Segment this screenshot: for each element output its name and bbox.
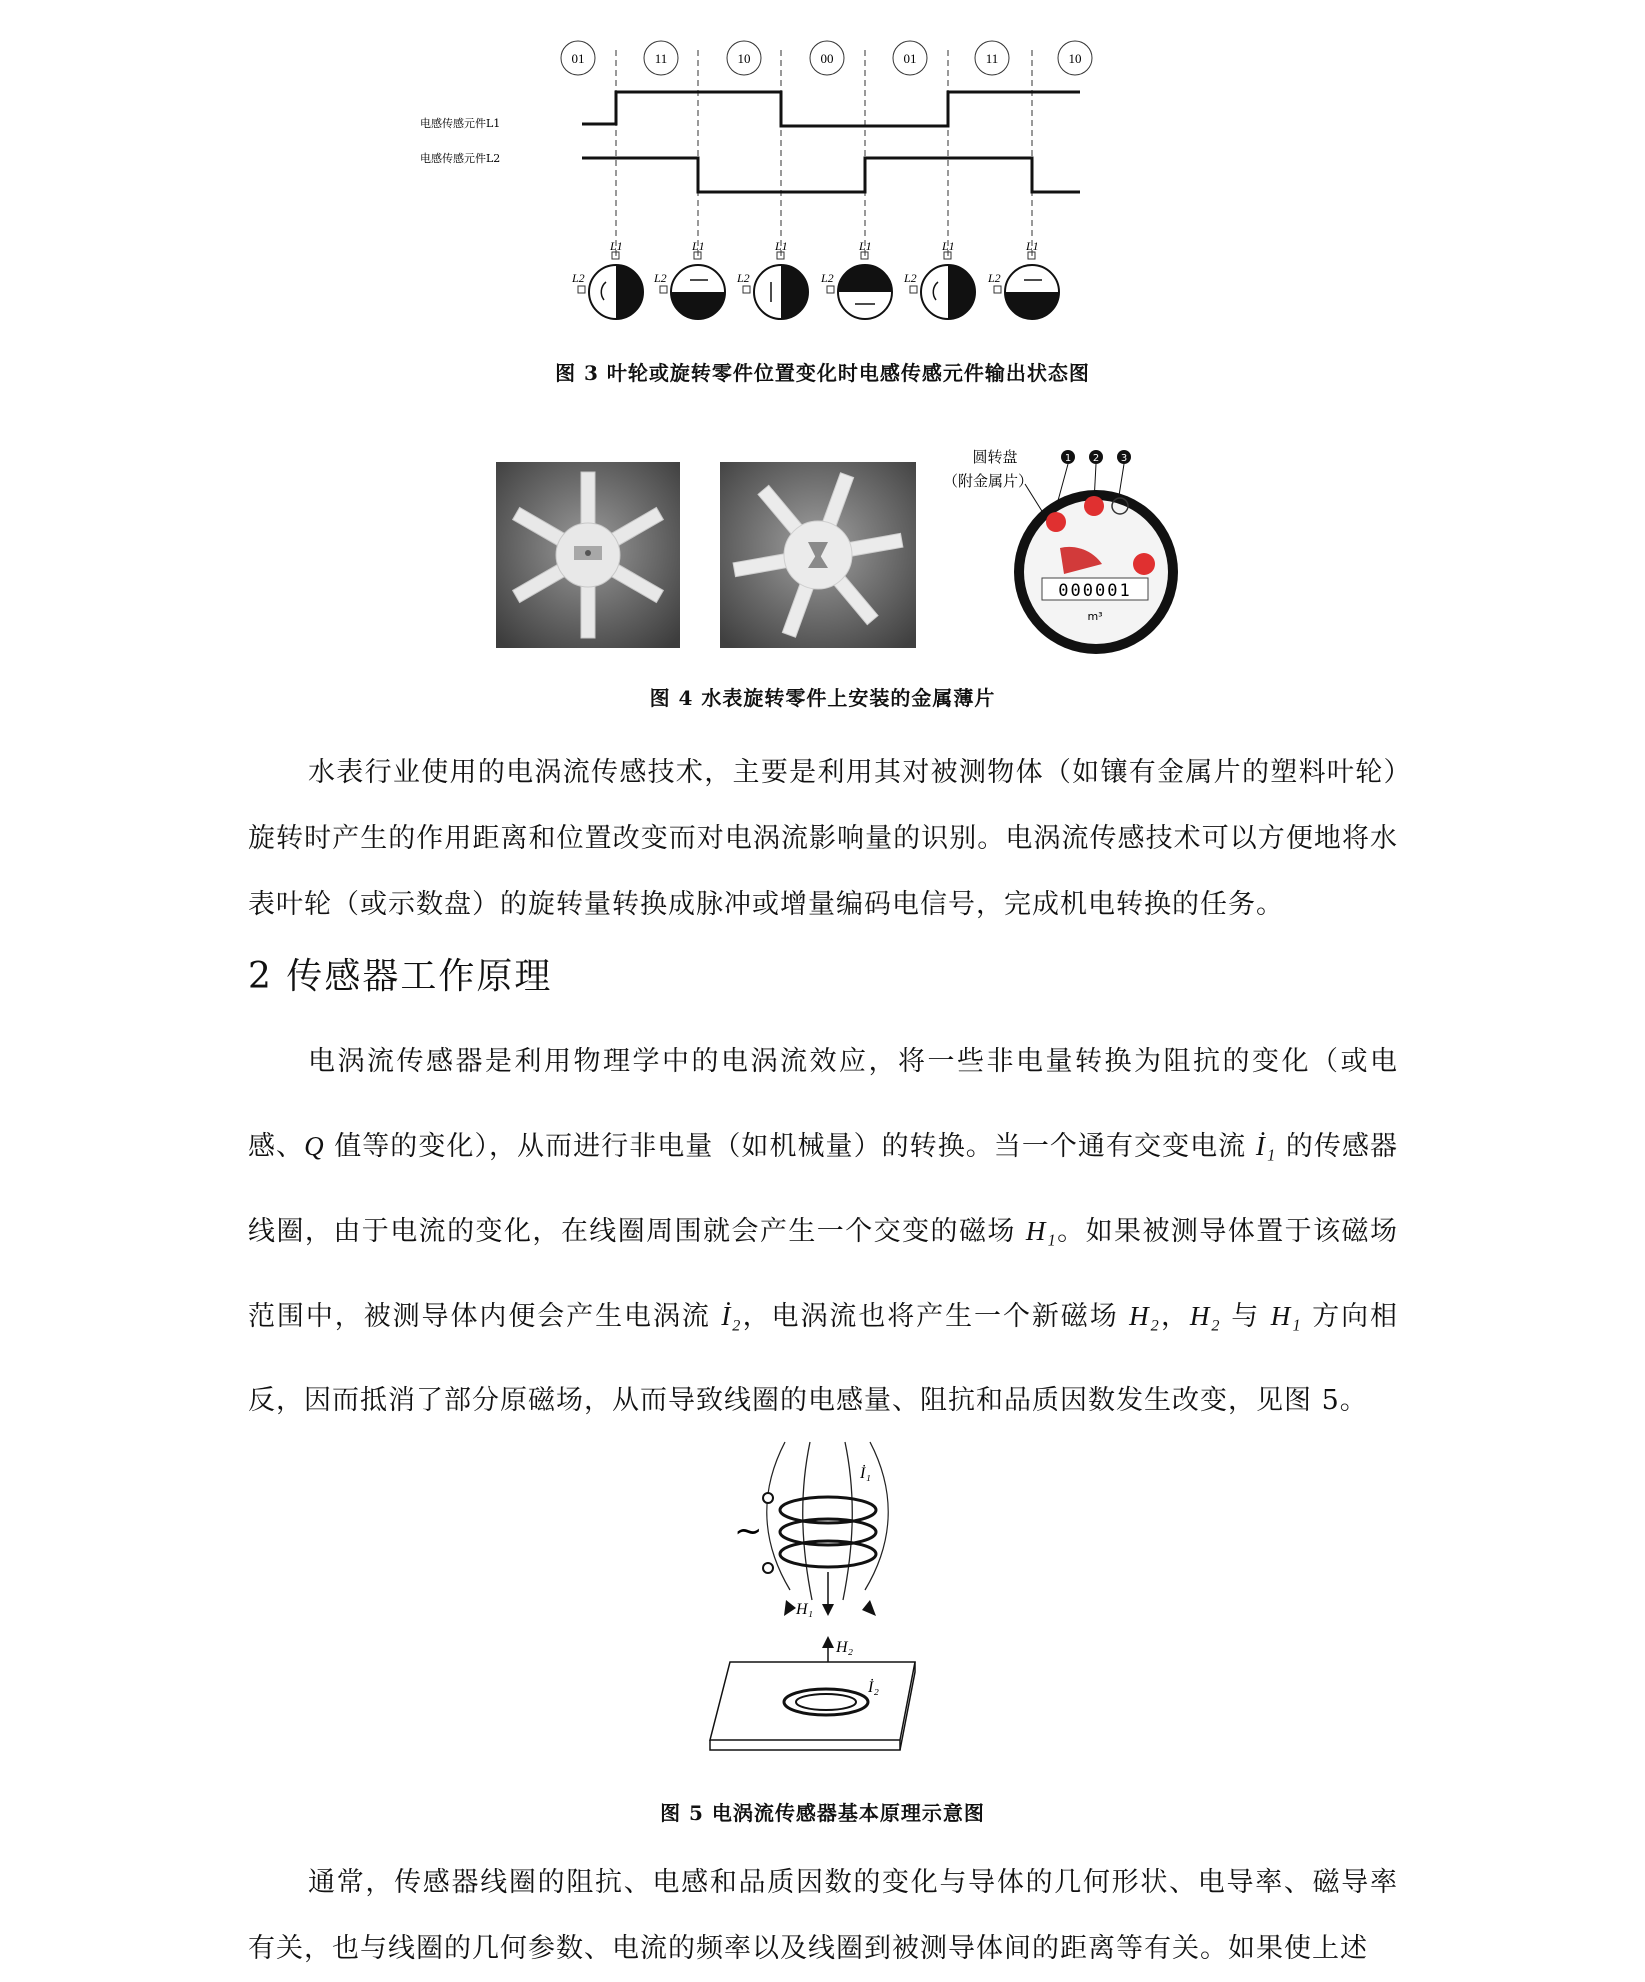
svg-text:L2: L2 bbox=[572, 271, 585, 285]
paragraph-1: 水表行业使用的电涡流传感技术，主要是利用其对被测物体（如镶有金属片的塑料叶轮）旋转时产生的作用距离和位置改变而对电涡流影响量的识别。电涡流传感技术可以方便地将水表叶轮（或示数盘）的旋转量转换成脉冲或增量编码电信号，完成机电转换的任务。 bbox=[248, 757, 1398, 920]
svg-text:10: 10 bbox=[1068, 51, 1082, 66]
svg-text:3: 3 bbox=[1120, 453, 1128, 464]
state-circle bbox=[810, 41, 844, 75]
svg-text:L2: L2 bbox=[904, 271, 917, 285]
paragraph-3: 通常，传感器线圈的阻抗、电感和品质因数的变化与导体的几何形状、电导率、磁导率有关，也与线圈的几何参数、电流的频率以及线圈到被测导体间的距离等有关。如果使上述 bbox=[248, 1867, 1398, 1964]
rotor-icon bbox=[571, 239, 643, 319]
state-circles bbox=[561, 41, 1092, 75]
svg-text:L1: L1 bbox=[942, 239, 955, 253]
rotor-icon bbox=[736, 239, 808, 319]
svg-text:L2: L2 bbox=[654, 271, 667, 285]
disc-annotation-line1: 圆转盘 bbox=[972, 448, 1018, 466]
state-circle bbox=[727, 41, 761, 75]
state-circle bbox=[1058, 41, 1092, 75]
svg-text:L2: L2 bbox=[988, 271, 1001, 285]
svg-text:L2: L2 bbox=[821, 271, 834, 285]
svg-text:11: 11 bbox=[654, 51, 668, 66]
ac-source-icon: ~ bbox=[734, 1511, 763, 1551]
svg-text:L1: L1 bbox=[610, 239, 623, 253]
disc-annotation-line2: （附金属片） bbox=[942, 472, 1034, 490]
impeller-photo-2 bbox=[720, 462, 916, 648]
dial-counter: 000001 bbox=[1058, 581, 1132, 601]
svg-text:2: 2 bbox=[1092, 453, 1100, 464]
water-meter-dial bbox=[930, 440, 1190, 680]
figure3-timing-diagram bbox=[420, 30, 1100, 330]
label-h2: H₂ bbox=[836, 1639, 854, 1656]
l1-signal-label: 电感传感元件L1 bbox=[420, 117, 501, 130]
svg-text:L1: L1 bbox=[692, 239, 705, 253]
figure4-caption: 图 4 水表旋转零件上安装的金属薄片 bbox=[649, 686, 996, 710]
svg-text:1: 1 bbox=[1064, 453, 1072, 464]
state-dividers bbox=[616, 50, 1032, 260]
svg-text:10: 10 bbox=[737, 51, 751, 66]
dial-unit: m³ bbox=[1087, 610, 1103, 623]
label-i1: İ₁ bbox=[860, 1465, 871, 1482]
state-circle bbox=[561, 41, 595, 75]
l2-waveform bbox=[582, 158, 1080, 192]
label-h1: H₁ bbox=[796, 1601, 814, 1618]
state-circle bbox=[975, 41, 1009, 75]
paragraph-2: 电涡流传感器是利用物理学中的电涡流效应，将一些非电量转换为阻抗的变化（或电感、Q 值等的变化），从而进行非电量（如机械量）的转换。当一个通有交变电流 İ₁ 的传感器线圈，由于电流的变化，在线圈周围就会产生一个交变的磁场 H₁。如果被测导体置于该磁场范围中，被测导体内便会产生电涡流 İ₂，电涡流也将产生一个新磁场 H₂，H₂ 与 H₁ 方向相反，因而抵消了部分原磁场，从而导致线圈的电感量、阻抗和品质因数发生改变，见图 5。 bbox=[248, 1046, 1398, 1416]
sensor-coil bbox=[780, 1497, 876, 1567]
conductor-plate bbox=[710, 1662, 915, 1750]
l2-signal-label: 电感传感元件L2 bbox=[420, 152, 501, 165]
figure5-eddy-current-diagram bbox=[700, 1440, 960, 1750]
svg-text:11: 11 bbox=[985, 51, 999, 66]
svg-text:01: 01 bbox=[571, 51, 585, 66]
svg-text:L1: L1 bbox=[1026, 239, 1039, 253]
state-circle bbox=[644, 41, 678, 75]
rotor-icon bbox=[987, 239, 1059, 319]
label-i2: İ₂ bbox=[868, 1679, 879, 1696]
figure5-caption: 图 5 电涡流传感器基本原理示意图 bbox=[660, 1801, 985, 1825]
svg-text:L2: L2 bbox=[737, 271, 750, 285]
rotor-icon bbox=[653, 239, 725, 319]
impeller-photo-1 bbox=[496, 462, 680, 648]
rotor-position-icons bbox=[571, 239, 1059, 319]
rotor-icon bbox=[820, 239, 892, 319]
svg-text:01: 01 bbox=[903, 51, 917, 66]
marker-icons bbox=[1061, 450, 1131, 464]
figure3-caption: 图 3 叶轮或旋转零件位置变化时电感传感元件输出状态图 bbox=[555, 361, 1090, 385]
svg-text:L1: L1 bbox=[859, 239, 872, 253]
rotor-icon bbox=[903, 239, 975, 319]
svg-text:00: 00 bbox=[820, 51, 834, 66]
section-heading: 2 传感器工作原理 bbox=[248, 956, 553, 997]
svg-text:L1: L1 bbox=[775, 239, 788, 253]
state-circle bbox=[893, 41, 927, 75]
l1-waveform bbox=[582, 92, 1080, 126]
